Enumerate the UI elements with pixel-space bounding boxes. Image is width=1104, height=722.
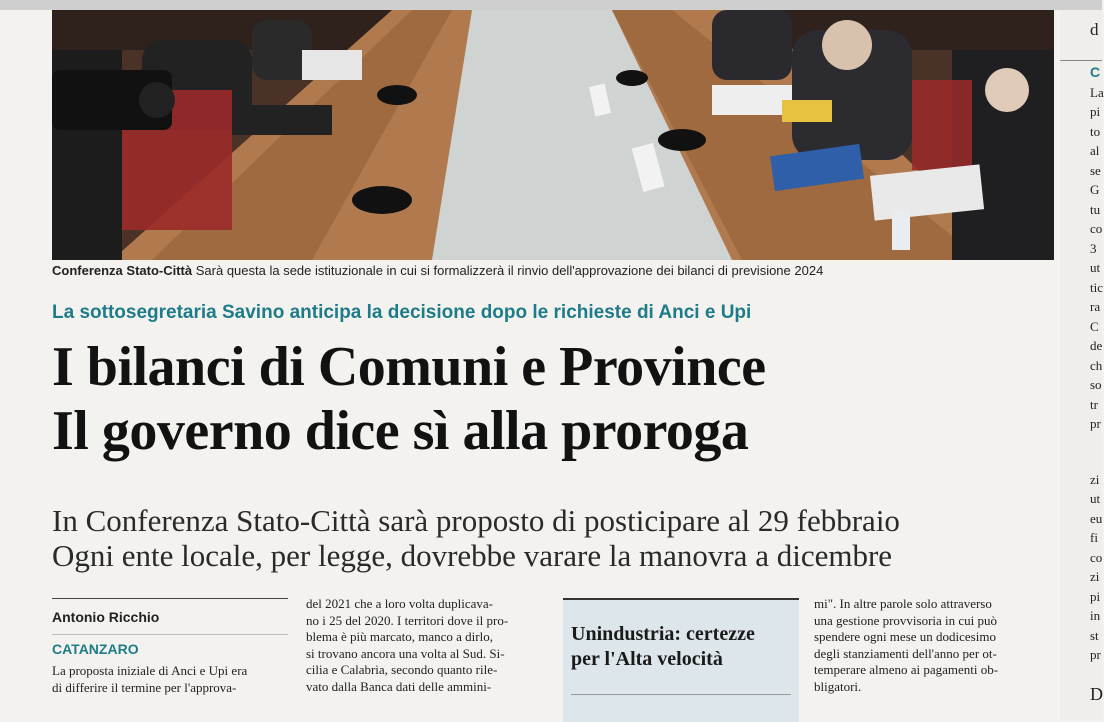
adjacent-line: ch bbox=[1090, 357, 1103, 373]
column-line: temperare almeno ai pagamenti ob- bbox=[814, 662, 999, 677]
sidebar-box bbox=[563, 598, 799, 722]
adjacent-line: fi bbox=[1090, 530, 1098, 545]
subhead-line-1: In Conferenza Stato-Città sarà proposto di posticipare al 29 febbraio bbox=[52, 503, 900, 538]
adjacent-line: G bbox=[1090, 182, 1100, 197]
column-line: no i 25 del 2020. I territori dove il pro- bbox=[306, 612, 509, 628]
article-column-4 bbox=[814, 596, 1046, 695]
headline-line-2: Il governo dice sì alla proroga bbox=[52, 400, 749, 462]
column-line: degli stanziamenti dell'anno per ot- bbox=[814, 645, 997, 661]
article-headline bbox=[52, 335, 1052, 463]
column-line: una gestione provvisoria in cui può bbox=[814, 612, 998, 628]
adjacent-line: ut bbox=[1090, 260, 1101, 275]
adjacent-line: ra bbox=[1090, 299, 1101, 314]
adjacent-line: so bbox=[1090, 377, 1102, 392]
column-line: di differire il termine per l'approva- bbox=[52, 679, 237, 695]
article-column-2 bbox=[306, 596, 548, 695]
adjacent-line: se bbox=[1090, 162, 1101, 178]
sidebar-title-line-2: per l'Alta velocità bbox=[571, 648, 723, 670]
adjacent-line: de bbox=[1090, 338, 1103, 353]
adjacent-line: pi bbox=[1090, 104, 1101, 119]
adjacent-line: C bbox=[1090, 318, 1099, 334]
author-byline: Antonio Ricchio bbox=[52, 598, 288, 626]
adjacent-gap bbox=[1060, 434, 1102, 470]
adjacent-line: tu bbox=[1090, 201, 1101, 217]
adjacent-line: eu bbox=[1090, 510, 1103, 526]
column-line: mi". In altre parole solo attraverso bbox=[814, 596, 992, 611]
adjacent-line: 3 bbox=[1090, 240, 1097, 256]
conference-photo bbox=[52, 10, 1054, 260]
column-1-text bbox=[52, 663, 288, 696]
adjacent-footer: D bbox=[1090, 683, 1103, 704]
article-kicker: La sottosegretaria Savino anticipa la decisione dopo le richieste di Anci e Upi bbox=[52, 302, 752, 323]
conference-room-illustration bbox=[52, 10, 1054, 260]
top-band bbox=[0, 0, 1102, 10]
column-line: cilia e Calabria, secondo quanto rile- bbox=[306, 662, 498, 677]
sidebar-divider bbox=[571, 694, 791, 695]
column-line: La proposta iniziale di Anci e Upi era bbox=[52, 663, 248, 678]
adjacent-heading: d bbox=[1090, 20, 1099, 39]
adjacent-line: co bbox=[1090, 221, 1103, 236]
adjacent-line: co bbox=[1090, 549, 1103, 565]
adjacent-line: tic bbox=[1090, 279, 1103, 295]
column-line: bligatori. bbox=[814, 678, 862, 694]
column-line: del 2021 che a loro volta duplicava- bbox=[306, 596, 493, 611]
adjacent-line: st bbox=[1090, 627, 1099, 643]
column-line: si trovano ancora una volta al Sud. Si- bbox=[306, 645, 505, 661]
adjacent-article-strip bbox=[1060, 10, 1102, 720]
photo-caption bbox=[52, 263, 1052, 278]
adjacent-line: tr bbox=[1090, 396, 1098, 412]
article-column-1 bbox=[52, 598, 288, 696]
column-line: blema è più marcato, manco a dirlo, bbox=[306, 629, 493, 644]
sidebar-box-title bbox=[563, 600, 799, 672]
sidebar-title-line-1: Unindustria: certezze bbox=[571, 623, 755, 645]
adjacent-line: zi bbox=[1090, 569, 1100, 584]
adjacent-line: pr bbox=[1090, 647, 1101, 662]
subhead-line-2: Ogni ente locale, per legge, dovrebbe varare la manovra a dicembre bbox=[52, 538, 893, 573]
adjacent-line: in bbox=[1090, 608, 1101, 623]
adjacent-line: pi bbox=[1090, 588, 1101, 604]
adjacent-line: La bbox=[1090, 84, 1104, 100]
column-line: vato dalla Banca dati delle ammini- bbox=[306, 678, 492, 694]
adjacent-line: ut bbox=[1090, 491, 1101, 506]
caption-label: Conferenza Stato-Città bbox=[52, 263, 193, 278]
article-subhead bbox=[52, 503, 1052, 573]
column-line: spendere ogni mese un dodicesimo bbox=[814, 629, 996, 644]
caption-text: Sarà questa la sede istituzionale in cui si formalizzerà il rinvio dell'approvazione dei bilanci di previsione 2024 bbox=[195, 263, 824, 278]
adjacent-line: zi bbox=[1090, 471, 1100, 487]
dateline: CATANZARO bbox=[52, 634, 288, 658]
adjacent-line: to bbox=[1090, 123, 1101, 139]
adjacent-kicker: C bbox=[1060, 60, 1102, 83]
adjacent-line: pr bbox=[1090, 416, 1101, 431]
headline-line-1: I bilanci di Comuni e Province bbox=[52, 336, 766, 398]
adjacent-line: al bbox=[1090, 143, 1100, 158]
